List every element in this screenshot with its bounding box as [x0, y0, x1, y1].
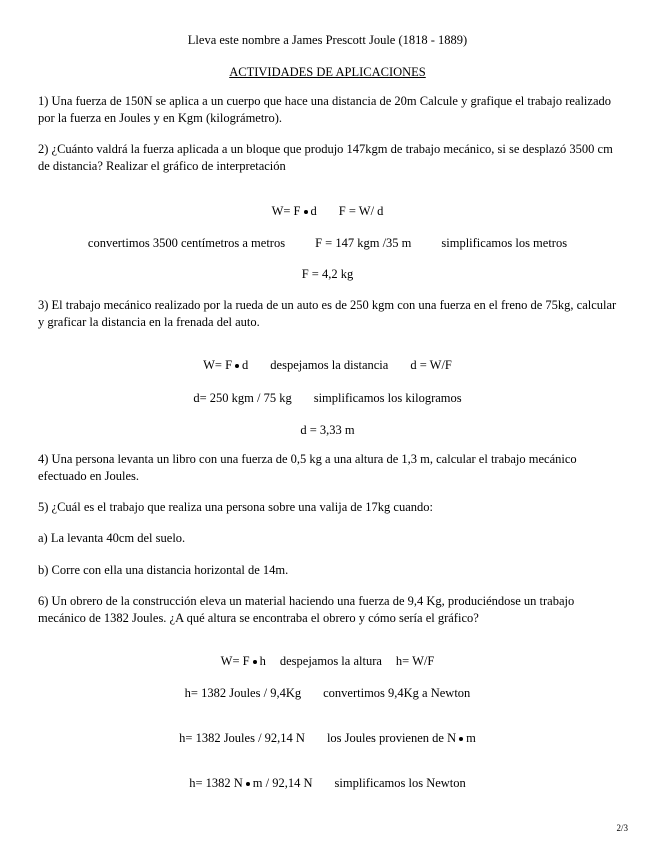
- question-6: 6) Un obrero de la construcción eleva un material haciendo una fuerza de 9,4 Kg, produciéndose un trabajo mecánico de 1382 Joules. ¿A qué altura se encontraba el obrero y cómo sería el gráfico?: [38, 594, 575, 625]
- q3-formula-clear: despejamos la distancia: [270, 358, 389, 372]
- question-4: 4) Una persona levanta un libro con una fuerza de 0,5 kg a una altura de 1,3 m, calcular el trabajo mecánico efectuado en Joules.: [38, 452, 577, 483]
- question-2: 2) ¿Cuánto valdrá la fuerza aplicada a un bloque que produjo 147kgm de trabajo mecánico, si se desplazó 3500 cm de distancia? Realizar el gráfico de interpretación: [38, 142, 613, 173]
- q3-formula-result: d = W/F: [410, 358, 452, 372]
- q2-steps-line: [0, 235, 655, 252]
- q6-step2-note: los Joules provienen de N: [326, 731, 457, 745]
- multiply-dot-icon: [246, 782, 250, 786]
- q6-formula-result: h= W/F: [395, 654, 435, 668]
- page-number: 2/3: [616, 823, 628, 833]
- section-title: ACTIVIDADES DE APLICACIONES: [229, 65, 426, 79]
- q2-result: F = 4,2 kg: [301, 267, 354, 281]
- question-5: 5) ¿Cuál es el trabajo que realiza una persona sobre una valija de 17kg cuando:: [38, 500, 433, 514]
- q3-formula-line: [0, 357, 655, 374]
- q6-step1-convert: convertimos 9,4Kg a Newton: [323, 686, 471, 700]
- q2-formula-f: F = W/ d: [338, 204, 384, 218]
- q3-step-fraction: d= 250 kgm / 75 kg: [193, 391, 292, 405]
- q2-step-convert: convertimos 3500 centímetros a metros: [87, 236, 286, 250]
- q3-result: d = 3,33 m: [300, 423, 355, 437]
- question-3: 3) El trabajo mecánico realizado por la rueda de un auto es de 250 kgm con una fuerza en el freno de 75kg, calcular y graficar la distancia en la frenada del auto.: [38, 298, 617, 329]
- q2-formula-line: [0, 203, 655, 220]
- q2-step-simplify: simplificamos los metros: [441, 236, 568, 250]
- q2-formula-w: W= F: [271, 204, 301, 218]
- q3-formula-w: W= F: [203, 358, 233, 372]
- q6-step-3: [0, 775, 655, 792]
- q6-step-1: [0, 685, 655, 702]
- q6-step3-numerator: h= 1382 N: [189, 776, 243, 790]
- multiply-dot-icon: [253, 660, 257, 664]
- q6-step3-simplify: simplificamos los Newton: [334, 776, 466, 790]
- question-5b: b) Corre con ella una distancia horizontal de 14m.: [38, 563, 289, 577]
- q6-step1-fraction: h= 1382 Joules / 9,4Kg: [184, 686, 302, 700]
- q6-formula-clear: despejamos la altura: [279, 654, 382, 668]
- q6-formula-w: W= F: [220, 654, 250, 668]
- q6-formula-line: [0, 653, 655, 670]
- q6-formula-h: h: [259, 654, 266, 668]
- q3-step-simplify: simplificamos los kilogramos: [313, 391, 462, 405]
- q6-step2-fraction: h= 1382 Joules / 92,14 N: [179, 731, 305, 745]
- q6-step3-denominator: m / 92,14 N: [252, 776, 313, 790]
- q3-steps-line: [0, 390, 655, 407]
- multiply-dot-icon: [304, 210, 308, 214]
- q6-step2-unit: m: [466, 731, 476, 745]
- q6-step-2: [0, 730, 655, 747]
- page-header: Lleva este nombre a James Prescott Joule (1818 - 1889): [187, 33, 468, 47]
- multiply-dot-icon: [459, 737, 463, 741]
- question-1: 1) Una fuerza de 150N se aplica a un cuerpo que hace una distancia de 20m Calcule y grafique el trabajo realizado por la fuerza en Joules y en Kgm (kilográmetro).: [38, 94, 612, 125]
- q3-formula-d: d: [242, 358, 249, 372]
- question-5a: a) La levanta 40cm del suelo.: [38, 531, 186, 545]
- q2-formula-d: d: [310, 204, 317, 218]
- multiply-dot-icon: [235, 364, 239, 368]
- q2-step-fraction: F = 147 kgm /35 m: [315, 236, 412, 250]
